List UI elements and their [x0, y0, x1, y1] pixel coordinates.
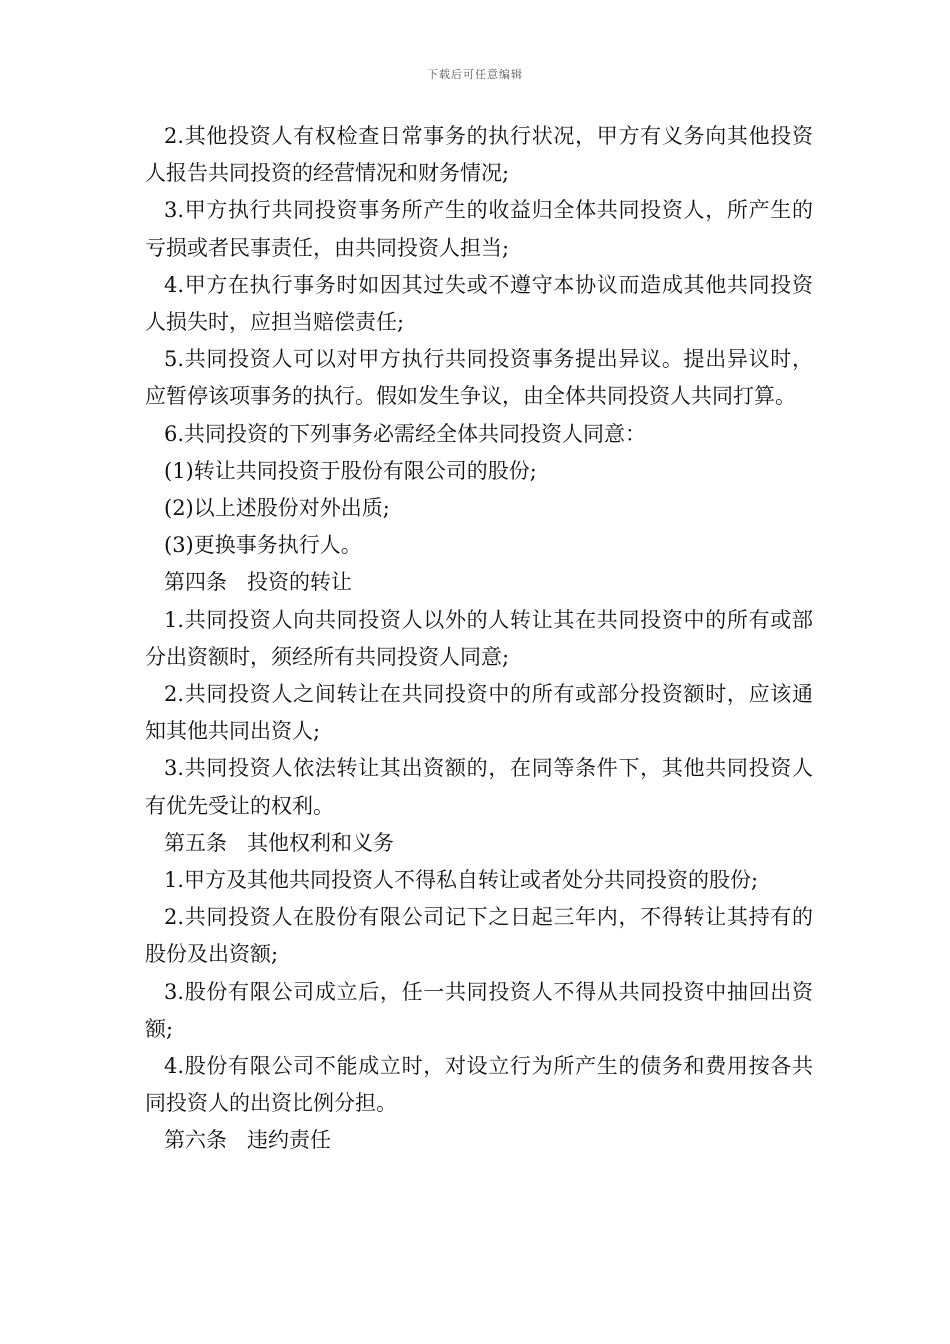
article-title: 其他权利和义务	[247, 830, 394, 855]
article-title: 违约责任	[247, 1128, 331, 1153]
article-number: 第六条	[164, 1128, 227, 1153]
article-number: 第四条	[164, 570, 227, 595]
clause-paragraph: 3.甲方执行共同投资事务所产生的收益归全体共同投资人，所产生的亏损或者民事责任，由共同投资人担当;	[145, 198, 813, 260]
clause-paragraph: 3.股份有限公司成立后，任一共同投资人不得从共同投资中抽回出资额;	[145, 979, 813, 1041]
clause-paragraph: 2.共同投资人在股份有限公司记下之日起三年内，不得转让其持有的股份及出资额;	[145, 905, 813, 967]
clause-paragraph: 6.共同投资的下列事务必需经全体共同投资人同意：	[164, 421, 647, 446]
sub-item: (2)以上述股份对外出质;	[164, 496, 390, 521]
clause-paragraph: 3.共同投资人依法转让其出资额的，在同等条件下，其他共同投资人有优先受让的权利。	[145, 756, 813, 818]
page-header: 下载后可任意编辑	[427, 68, 523, 81]
sub-item: (1)转让共同投资于股份有限公司的股份;	[164, 458, 537, 483]
article-number: 第五条	[164, 830, 227, 855]
document-body	[145, 118, 813, 1160]
clause-paragraph: 2.其他投资人有权检查日常事务的执行状况，甲方有义务向其他投资人报告共同投资的经营情况和财务情况;	[145, 124, 813, 186]
article-heading	[145, 825, 813, 862]
article-heading	[145, 564, 813, 601]
clause-paragraph: 4.股份有限公司不能成立时，对设立行为所产生的债务和费用按各共同投资人的出资比例分担。	[145, 1054, 813, 1116]
article-title: 投资的转让	[247, 570, 352, 595]
sub-item: (3)更换事务执行人。	[164, 533, 362, 558]
clause-paragraph: 4.甲方在执行事务时如因其过失或不遵守本协议而造成其他共同投资人损失时，应担当赔偿责任;	[145, 272, 813, 335]
clause-paragraph: 1.共同投资人向共同投资人以外的人转让其在共同投资中的所有或部分出资额时，须经所有共同投资人同意;	[145, 607, 813, 669]
clause-paragraph: 2.共同投资人之间转让在共同投资中的所有或部分投资额时，应该通知其他共同出资人;	[145, 682, 813, 744]
clause-paragraph: 1.甲方及其他共同投资人不得私自转让或者处分共同投资的股份;	[164, 868, 759, 893]
article-heading	[145, 1122, 813, 1159]
clause-paragraph: 5.共同投资人可以对甲方执行共同投资事务提出异议。提出异议时，应暂停该项事务的执行。假如发生争议，由全体共同投资人共同打算。	[145, 347, 813, 409]
